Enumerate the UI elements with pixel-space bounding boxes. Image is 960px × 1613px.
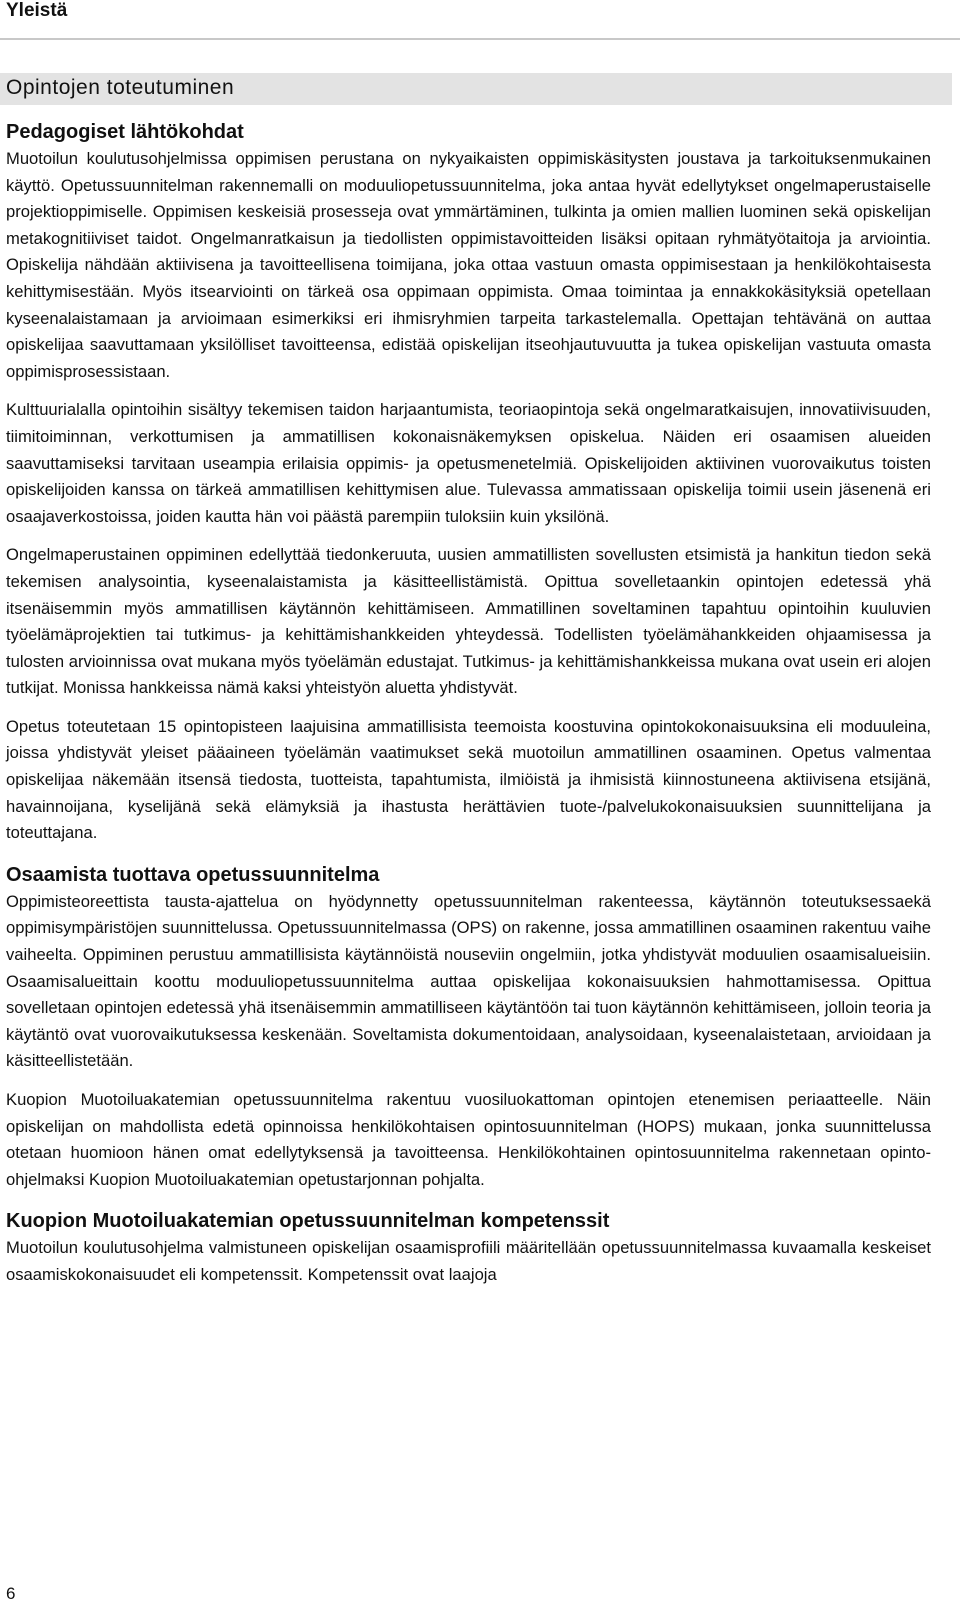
page-header-title: Yleistä [6, 0, 68, 21]
paragraph-6: Kuopion Muotoiluakatemian opetussuunnitelma rakentuu vuosiluokattoman opintojen etenemisen periaatteelle. Näin opiskelijan on mahdollista edetä opinnoissa henkilökohtaisen opintosuunnitelman (HOPS) mukaan, jonka suunnittelussa otetaan huomioon hänen omat edellytyksensä ja tavoitteensa. Henkilökohtainen opintosuunnitelma rakennetaan opinto-ohjelmaksi Kuopion Muotoiluakatemian opetustarjonnan pohjalta. [6, 1090, 931, 1189]
heading-pedagogiset: Pedagogiset lähtökohdat [6, 121, 244, 143]
paragraph-5: Oppimisteoreettista tausta-ajattelua on hyödynnetty opetussuunnitelman rakenteessa, käytännön toteutuksessaekä oppimisympäristöjen suunnittelussa. Opetussuunnitelmassa (OPS) on rakenne, jossa ammatillinen osaaminen rakentuu vaihe vaiheelta. Oppiminen perustuu ammatillisista käytännöistä nouseviin ongelmiin, jotka yhdistyvät moduulien osaamisalueisiin. Osaamisalueittain koottu moduuliopetussuunnitelma auttaa opiskelijaa kokonaisuuksien hahmottamisessa. Opittua sovelletaan opintojen edetessä yhä itsenäisemmin ammatilliseen käytäntöön tai tuon käytännön kehittämiseen, jolloin teoria ja käytäntö ovat vuorovaikutuksessa keskenään. Soveltamista dokumentoidaan, analysoidaan, kyseenalaistetaan, arvioidaan ja käsitteellistetään. [6, 891, 931, 1071]
section-bar [0, 73, 952, 105]
paragraph-1: Muotoilun koulutusohjelmissa oppimisen perustana on nykyaikaisten oppimiskäsitysten joustava ja tarkoituksenmukainen käyttö. Opetussuunnitelman rakennemalli on moduuliopetussuunnitelma, joka antaa hyvät edellytykset ongelmaperustaiselle projektioppimiselle. Oppimisen keskeisiä prosesseja ovat ymmärtäminen, tulkinta ja omien mallien luominen sekä opiskelijan metakognitiiviset taidot. Ongelmanratkaisun ja tiedollisten oppimistavoitteiden lisäksi opitaan ryhmätyötaitoja ja arviointia. Opiskelija nähdään aktiivisena ja tavoitteellisena toimijana, joka ottaa vastuun omasta oppimisestaan ja henkilökohtaisesta kehittymisestään. Myös itsearviointi on tärkeä osa oppimaan oppimista. Omaa toimintaa ja ennakkokäsityksiä opetellaan kyseenalaistamaan ja arvioimaan esimerkiksi eri ihmisryhmien tarpeita tarkastelemalla. Opettajan tehtävänä on auttaa opiskelijaa saavuttamaan yksilölliset tavoitteensa, edistää opiskelijan itseohjautuvuutta ja tukea opiskelijan vastuuta omasta oppimisprosessistaan. [6, 149, 931, 381]
paragraph-2: Kulttuurialalla opintoihin sisältyy tekemisen taidon harjaantumista, teoriaopintoja sekä ongelmaratkaisujen, innovatiivisuuden, tiimitoiminnan, verkottumisen ja ammatillisen kokonaisnäkemyksen opiskelua. Näiden eri osaamisen alueiden saavuttamiseksi tarvitaan useampia erilaisia oppimis- ja opetusmenetelmiä. Opiskelijoiden aktiivinen vuorovaikutus toisten opiskelijoiden kanssa on tärkeä ammatillisen kehittymisen alue. Tulevassa ammatissaan opiskelija toimii usein jäsenenä eri osaajaverkostoissa, joiden kautta hän voi päästä parempiin tuloksiin kuin yksilönä. [6, 400, 931, 526]
paragraph-7: Muotoilun koulutusohjelma valmistuneen opiskelijan osaamisprofiili määritellään opetussuunnitelmassa kuvaamalla keskeiset osaamiskokonaisuudet eli kompetenssit. Kompetenssit ovat laajoja [6, 1238, 931, 1284]
heading-osaamista: Osaamista tuottava opetussuunnitelma [6, 863, 380, 886]
section-title: Opintojen toteutuminen [6, 76, 235, 99]
paragraph-3: Ongelmaperustainen oppiminen edellyttää tiedonkeruuta, uusien ammatillisten sovellusten etsimistä ja hankitun tiedon sekä tekemisen analysointia, kyseenalaistamista ja käsitteellistämistä. Opittua sovelletaankin opintojen edetessä yhä itsenäisemmin myös ammatillisen käytännön kehittämiseen. Ammatillinen soveltaminen tapahtuu opintoihin kuuluvien työelämäprojektien tai tutkimus- ja kehittämishankkeiden yhteydessä. Todellisten työelämähankkeiden ohjaamisessa ja tulosten arvioinnissa ovat mukana myös työelämän edustajat. Tutkimus- ja kehittämishankkeissa mukana ovat usein eri alojen tutkijat. Monissa hankkeissa nämä kaksi yhteistyön aluetta yhdistyvät. [6, 545, 931, 698]
document-body [6, 118, 931, 1289]
header-divider [0, 38, 960, 40]
heading-kompetenssit: Kuopion Muotoiluakatemian opetussuunnitelman kompetenssit [6, 1210, 610, 1233]
paragraph-4: Opetus toteutetaan 15 opintopisteen laajuisina ammatillisista teemoista koostuvina opintokokonaisuuksina eli moduuleina, joissa yhdistyvät yleiset pääaineen työelämän vaatimukset sekä muotoilun ammatillinen osaaminen. Opetus valmentaa opiskelijaa näkemään itsensä tiedosta, tuotteista, tapahtumista, ilmiöistä ja ihmisistä kiinnostuneena aktiivisena etsijänä, havainnoijana, kyselijänä sekä elämyksiä ja ihastusta herättävien tuote-/palvelukokonaisuuksien suunnittelijana ja toteuttajana. [6, 716, 931, 843]
page-number: 6 [6, 1584, 16, 1603]
